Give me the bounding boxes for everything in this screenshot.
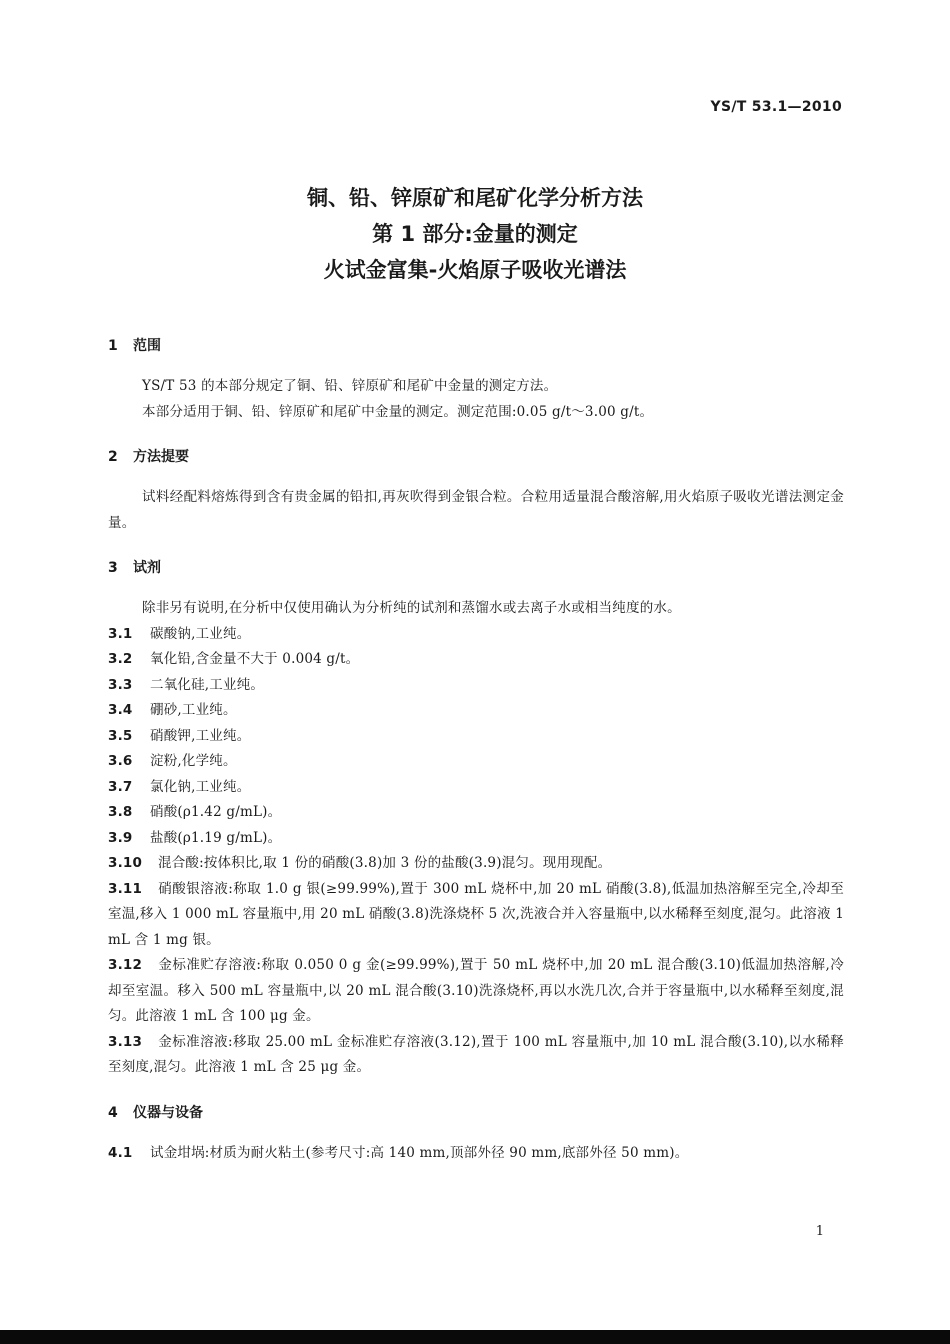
section-3-heading	[108, 556, 844, 580]
item-text: 氧化铅,含金量不大于 0.004 g/t。	[150, 651, 360, 667]
section-title: 方法提要	[133, 449, 189, 465]
section-number: 1	[108, 338, 118, 354]
list-item	[108, 800, 844, 826]
section-number: 3	[108, 560, 118, 576]
item-text: 混合酸:按体积比,取 1 份的硝酸(3.8)加 3 份的盐酸(3.9)混匀。现用现配。	[158, 855, 612, 871]
list-item	[108, 1141, 844, 1167]
item-text: 氯化钠,工业纯。	[150, 778, 251, 795]
section-2-heading	[108, 445, 844, 469]
section-1-heading	[108, 334, 844, 358]
item-number: 3.3	[108, 676, 133, 693]
section-number: 4	[108, 1104, 118, 1121]
list-item	[108, 749, 844, 775]
list-item	[108, 647, 844, 673]
list-item	[108, 953, 844, 1030]
item-number: 3.9	[108, 829, 133, 846]
section-title: 试剂	[133, 560, 161, 576]
item-text: 二氧化硅,工业纯。	[150, 676, 265, 693]
section-title: 范围	[133, 338, 161, 354]
list-item	[108, 1030, 844, 1081]
item-number: 3.2	[108, 651, 133, 667]
section-number: 2	[108, 449, 118, 465]
title-line-2: 第 1 部分:金量的测定	[372, 222, 578, 246]
list-item	[108, 698, 844, 724]
list-item	[108, 851, 844, 877]
item-text: 盐酸(ρ1.19 g/mL)。	[150, 829, 282, 846]
item-text: 硝酸(ρ1.42 g/mL)。	[150, 804, 282, 820]
scan-edge-bar	[0, 1330, 950, 1344]
item-number: 3.7	[108, 778, 133, 795]
list-item	[108, 877, 844, 954]
section-4-heading	[108, 1101, 844, 1125]
list-item	[108, 826, 844, 852]
standard-code: YS/T 53.1—2010	[710, 99, 842, 115]
item-number: 3.8	[108, 804, 133, 820]
item-number: 3.12	[108, 957, 143, 973]
document-title	[0, 180, 950, 288]
item-number: 3.11	[108, 880, 143, 897]
paragraph: 本部分适用于铜、铅、锌原矿和尾矿中金量的测定。测定范围:0.05 g/t～3.00 g/t。	[142, 403, 654, 420]
paragraph: 试料经配料熔炼得到含有贵金属的铅扣,再灰吹得到金银合粒。合粒用适量混合酸溶解,用火焰原子吸收光谱法测定金量。	[108, 489, 844, 531]
list-item	[108, 622, 844, 648]
item-text: 硝酸钾,工业纯。	[150, 727, 251, 744]
document-body	[108, 334, 844, 1166]
section-title: 仪器与设备	[133, 1104, 203, 1121]
item-number: 3.4	[108, 702, 133, 718]
title-line-1: 铜、铅、锌原矿和尾矿化学分析方法	[307, 186, 643, 210]
item-number: 3.1	[108, 625, 133, 642]
page-number: 1	[815, 1224, 824, 1239]
item-number: 3.13	[108, 1033, 143, 1050]
item-number: 4.1	[108, 1144, 133, 1161]
item-text: 试金坩埚:材质为耐火粘土(参考尺寸:高 140 mm,顶部外径 90 mm,底部外径 50 mm)。	[150, 1144, 689, 1161]
item-text: 硼砂,工业纯。	[150, 702, 237, 718]
title-line-3: 火试金富集-火焰原子吸收光谱法	[323, 258, 627, 282]
paragraph: YS/T 53 的本部分规定了铜、铅、锌原矿和尾矿中金量的测定方法。	[142, 378, 558, 394]
item-number: 3.10	[108, 855, 143, 871]
list-item	[108, 775, 844, 801]
paragraph: 除非另有说明,在分析中仅使用确认为分析纯的试剂和蒸馏水或去离子水或相当纯度的水。	[142, 600, 681, 616]
list-item	[108, 724, 844, 750]
item-number: 3.6	[108, 753, 133, 769]
item-text: 金标准溶液:移取 25.00 mL 金标准贮存溶液(3.12),置于 100 mL 容量瓶中,加 10 mL 混合酸(3.10),以水稀释至刻度,混匀。此溶液 1 mL 含 25 μg 金。	[108, 1033, 844, 1075]
item-text: 硝酸银溶液:称取 1.0 g 银(≥99.99%),置于 300 mL 烧杯中,加 20 mL 硝酸(3.8),低温加热溶解至完全,冷却至室温,移入 1 000 mL 容量瓶中,用 20 mL 硝酸(3.8)洗涤烧杯 5 次,洗液合并入容量瓶中,以水稀释至刻度,混匀。此溶液 1 mL 含 1 mg 银。	[108, 880, 844, 948]
item-number: 3.5	[108, 727, 133, 744]
item-text: 碳酸钠,工业纯。	[150, 625, 251, 642]
item-text: 淀粉,化学纯。	[150, 753, 237, 769]
item-text: 金标准贮存溶液:称取 0.050 0 g 金(≥99.99%),置于 50 mL 烧杯中,加 20 mL 混合酸(3.10)低温加热溶解,冷却至室温。移入 500 mL 容量瓶中,以 20 mL 混合酸(3.10)洗涤烧杯,再以水洗几次,合并于容量瓶中,以水稀释至刻度,混匀。此溶液 1 mL 含 100 μg 金。	[108, 957, 844, 1024]
list-item	[108, 673, 844, 699]
